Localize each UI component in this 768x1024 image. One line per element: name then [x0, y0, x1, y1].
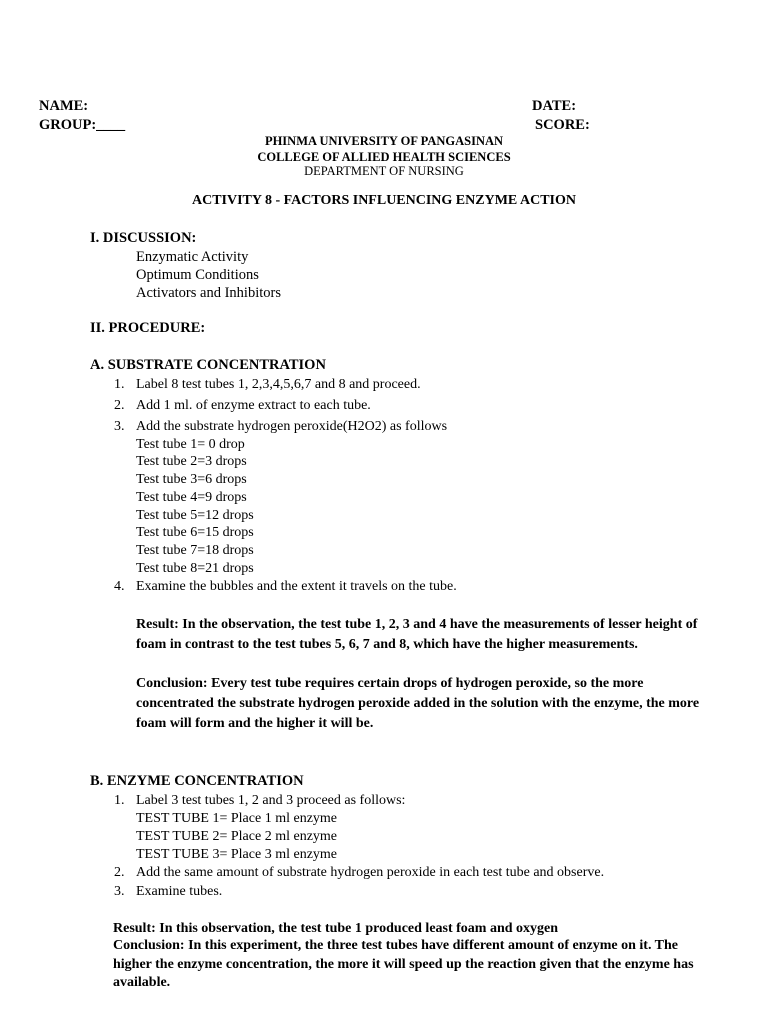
tube-line: Test tube 8=21 drops	[136, 561, 254, 576]
list-item	[114, 418, 447, 436]
discussion-item: Enzymatic Activity	[136, 249, 249, 265]
list-number: 1.	[114, 793, 125, 808]
discussion-item: Optimum Conditions	[136, 267, 259, 283]
list-item	[114, 376, 421, 394]
name-label: NAME:	[39, 98, 89, 114]
tube-line: Test tube 6=15 drops	[136, 525, 254, 540]
list-text: Add 1 ml. of enzyme extract to each tube.	[136, 398, 371, 413]
list-text: Add the same amount of substrate hydrogen peroxide in each test tube and observe.	[136, 865, 605, 880]
college-name: COLLEGE OF ALLIED HEALTH SCIENCES	[257, 150, 511, 164]
university-name: PHINMA UNIVERSITY OF PANGASINAN	[264, 134, 504, 148]
tube-line: TEST TUBE 3= Place 3 ml enzyme	[136, 847, 338, 862]
list-number: 2.	[114, 865, 125, 880]
discussion-item: Activators and Inhibitors	[136, 285, 281, 301]
list-number: 3.	[114, 419, 125, 434]
tube-line: Test tube 2=3 drops	[136, 454, 247, 469]
list-number: 1.	[114, 377, 125, 392]
section-b-heading: B. ENZYME CONCENTRATION	[90, 773, 304, 789]
list-text: Label 8 test tubes 1, 2,3,4,5,6,7 and 8 and proceed.	[136, 377, 421, 392]
list-number: 4.	[114, 579, 125, 594]
activity-title: ACTIVITY 8 - FACTORS INFLUENCING ENZYME ACTION	[191, 193, 576, 208]
tube-line: TEST TUBE 2= Place 2 ml enzyme	[136, 829, 338, 844]
tube-line: Test tube 3=6 drops	[136, 472, 247, 487]
list-item	[114, 883, 222, 901]
tube-line: Test tube 7=18 drops	[136, 543, 254, 558]
list-item	[114, 397, 371, 415]
date-label: DATE:	[532, 98, 577, 114]
department-name: DEPARTMENT OF NURSING	[304, 164, 464, 178]
tube-line: Test tube 1= 0 drop	[136, 437, 245, 452]
list-text: Label 3 test tubes 1, 2 and 3 proceed as follows:	[136, 793, 406, 808]
procedure-heading: II. PROCEDURE:	[90, 320, 206, 336]
list-text: Add the substrate hydrogen peroxide(H2O2) as follows	[136, 419, 448, 434]
group-label: GROUP:____	[39, 117, 126, 133]
conclusion-b: Conclusion: In this experiment, the three test tubes have different amount of enzyme on it. The higher the enzyme concentration, the more it will speed up the reaction given that the enzyme has available.	[113, 938, 694, 990]
result-a: Result: In the observation, the test tube 1, 2, 3 and 4 have the measurements of lesser height of foam in contrast to the test tubes 5, 6, 7 and 8, which have the higher measurements.	[136, 617, 698, 652]
tube-line: TEST TUBE 1= Place 1 ml enzyme	[136, 811, 338, 826]
list-item	[114, 864, 604, 882]
list-text: Examine the bubbles and the extent it travels on the tube.	[136, 579, 457, 594]
result-b: Result: In this observation, the test tube 1 produced least foam and oxygen	[113, 921, 559, 936]
section-a-heading: A. SUBSTRATE CONCENTRATION	[90, 357, 326, 373]
tube-line: Test tube 4=9 drops	[136, 490, 247, 505]
tube-line: Test tube 5=12 drops	[136, 508, 254, 523]
list-number: 2.	[114, 398, 125, 413]
score-label: SCORE:	[535, 117, 590, 133]
discussion-heading: I. DISCUSSION:	[90, 230, 197, 246]
conclusion-a: Conclusion: Every test tube requires certain drops of hydrogen peroxide, so the more concentrated the substrate hydrogen peroxide added in the solution with the enzyme, the more foam will form and the higher it will be.	[136, 676, 700, 731]
list-item	[114, 792, 405, 810]
list-item	[114, 578, 457, 596]
list-number: 3.	[114, 884, 125, 899]
list-text: Examine tubes.	[136, 884, 223, 899]
